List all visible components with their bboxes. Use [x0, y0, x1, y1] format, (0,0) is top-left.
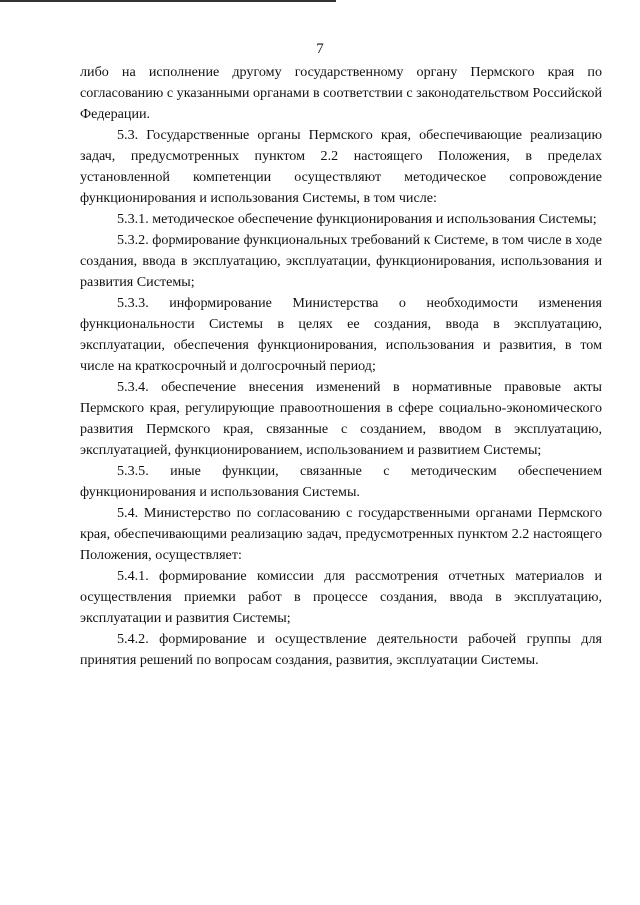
- paragraph-5-3: 5.3. Государственные органы Пермского края, обеспечивающие реализацию задач, предусмотренных пунктом 2.2 настоящего Положения, в пределах установленной компетенции осуществляют методическое сопровождение функционирования и использования Системы, в том числе:: [80, 127, 602, 206]
- top-rule: [0, 0, 336, 2]
- paragraph-5-3-1: 5.3.1. методическое обеспечение функционирования и использования Системы;: [117, 211, 597, 227]
- paragraph-5-3-2: 5.3.2. формирование функциональных требований к Системе, в том числе в ходе создания, ввода в эксплуатацию, эксплуатации, функционирования, использования и развития Системы;: [80, 232, 602, 290]
- paragraph-5-3-4: 5.3.4. обеспечение внесения изменений в нормативные правовые акты Пермского края, регулирующие правоотношения в сфере социально-экономического развития Пермского края, связанные с созданием, вводом в эксплуатацию, эксплуатацией, функционированием, использованием и развитием Системы;: [80, 379, 602, 458]
- paragraph-5-3-5: 5.3.5. иные функции, связанные с методическим обеспечением функционирования и использования Системы.: [80, 463, 602, 500]
- paragraph-continuation: либо на исполнение другому государственному органу Пермского края по согласованию с указанными органами в соответствии с законодательством Российской Федерации.: [80, 64, 602, 122]
- page-number: 7: [316, 41, 324, 57]
- paragraph-5-4: 5.4. Министерство по согласованию с государственными органами Пермского края, обеспечивающими реализацию задач, предусмотренных пунктом 2.2 настоящего Положения, осуществляет:: [80, 505, 602, 563]
- document-body: [80, 62, 602, 671]
- paragraph-5-4-1: 5.4.1. формирование комиссии для рассмотрения отчетных материалов и осуществления приемки работ в процессе создания, ввода в эксплуатацию, эксплуатации и развития Системы;: [80, 568, 602, 626]
- paragraph-5-4-2: 5.4.2. формирование и осуществление деятельности рабочей группы для принятия решений по вопросам создания, развития, эксплуатации Системы.: [80, 631, 602, 668]
- paragraph-5-3-3: 5.3.3. информирование Министерства о необходимости изменения функциональности Системы в целях ее создания, ввода в эксплуатацию, эксплуатации, обеспечения функционирования, использования и развития, в том числе на краткосрочный и долгосрочный период;: [80, 295, 602, 374]
